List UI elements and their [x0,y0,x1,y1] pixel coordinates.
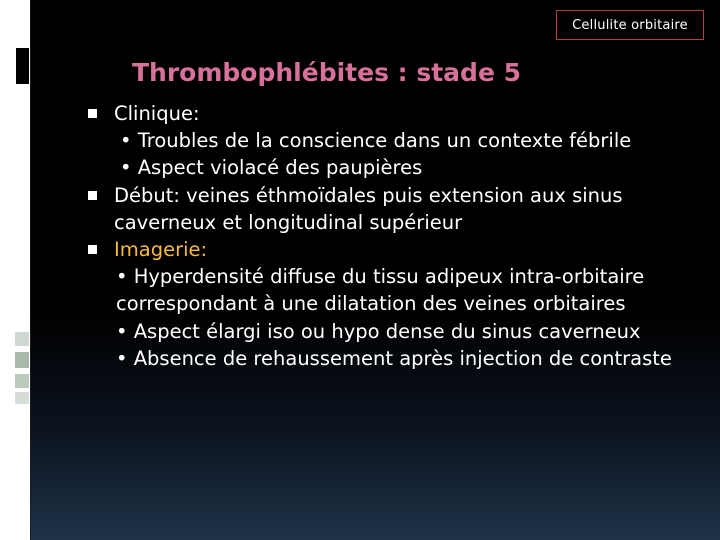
strip-block-light [15,392,29,404]
strip-block-dark [16,48,29,84]
slide-content [86,100,706,372]
sub-item: • Absence de rehaussement après injection de contraste [116,346,672,370]
item-label: Début: veines éthmoïdales puis extension aux sinus caverneux et longitudinal supérieur [114,183,623,234]
list-item-debut [86,182,706,236]
sub-item: • Hyperdensité diffuse du tissu adipeux intra-orbitaire correspondant à une dilatation des veines orbitaires [116,265,645,316]
strip-block-light [15,332,29,346]
divider-line [30,0,31,540]
square-bullet-icon [88,245,97,254]
strip-block-light [15,352,29,368]
square-bullet-icon [88,191,97,200]
square-bullet-icon [88,109,97,118]
slide-title: Thrombophlébites : stade 5 [132,58,522,87]
list-item-clinique [86,100,706,182]
sub-item: • Aspect violacé des paupières [120,156,423,180]
strip-block-light [15,374,29,388]
list-item-imagerie [86,236,706,372]
sub-item: • Aspect élargi iso ou hypo dense du sinus caverneux [116,319,641,343]
left-decorative-strip [0,0,30,540]
section-badge: Cellulite orbitaire [556,10,704,40]
item-label: Clinique: [114,102,200,125]
item-label-imagerie: Imagerie: [114,238,208,262]
sub-item: • Troubles de la conscience dans un contexte fébrile [120,129,632,153]
